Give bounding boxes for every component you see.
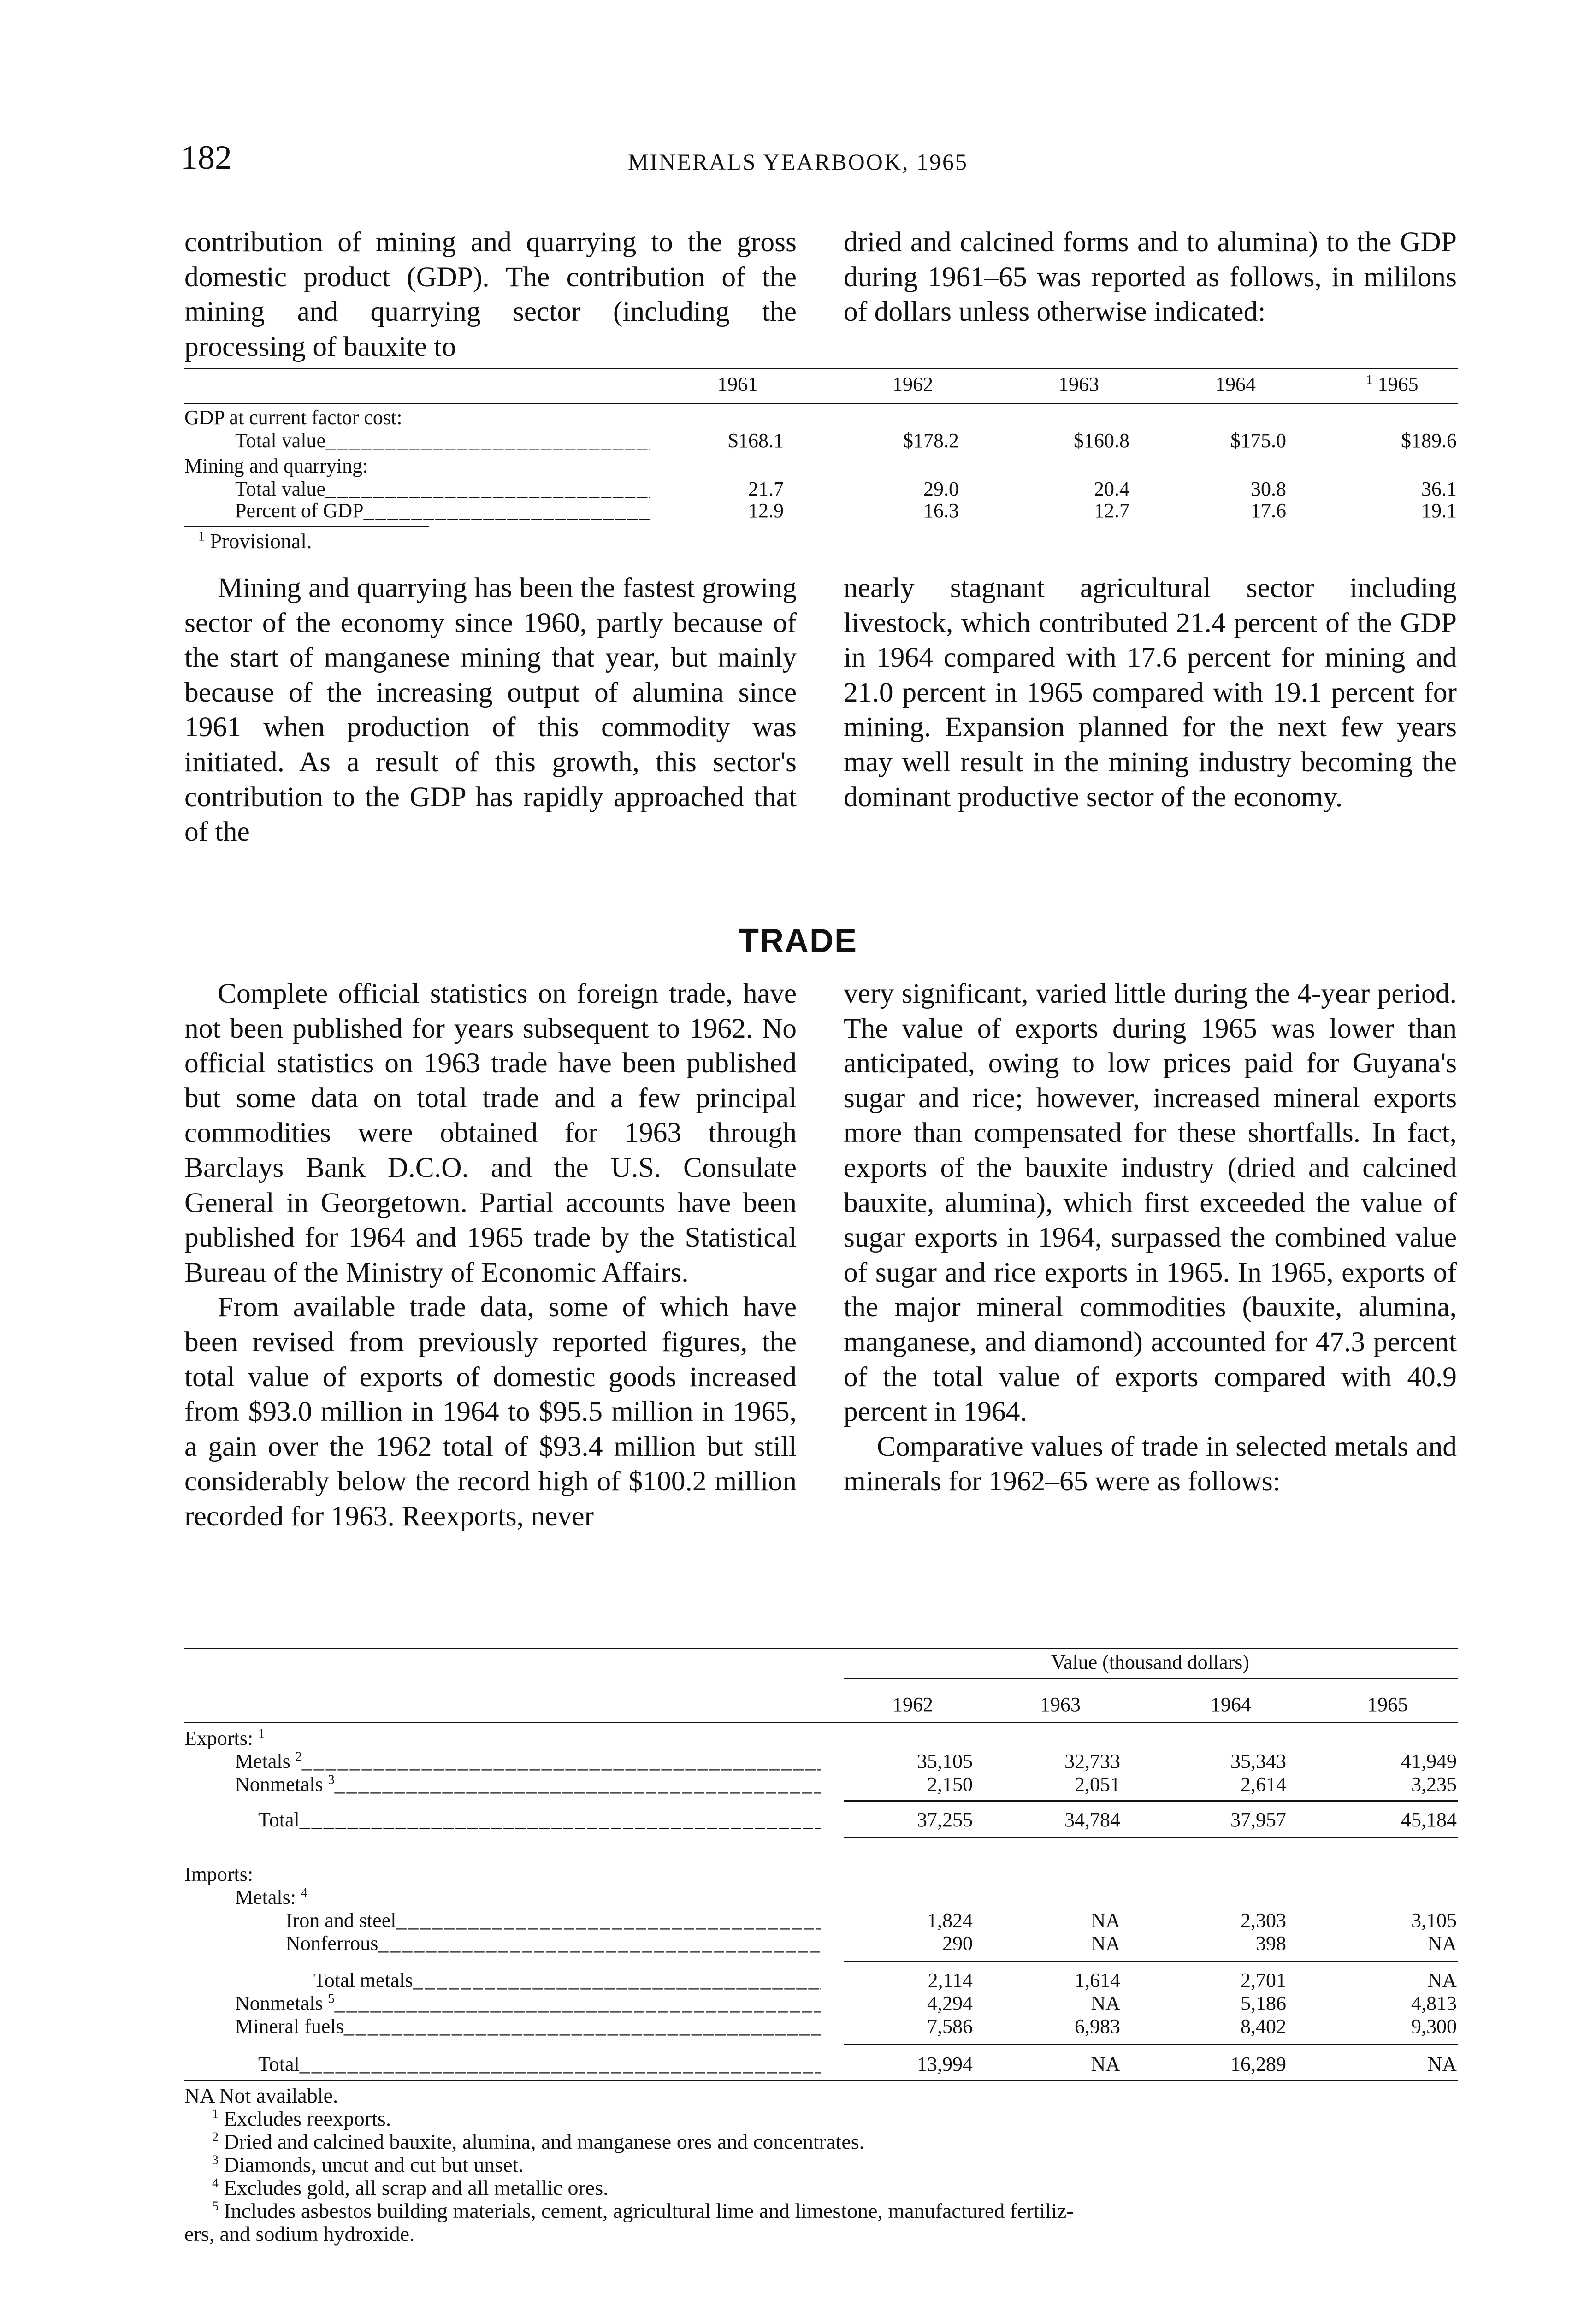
gdp-year-header: 1964 (1215, 373, 1256, 396)
footnote: $^5$ Includes asbestos building materials, cement, agricultural lime and limestone, manufactured fertiliz- (212, 2199, 1074, 2222)
trade-cell: 2,701 (1241, 1969, 1286, 1992)
trade-cell: 41,949 (1401, 1750, 1457, 1773)
trade-cell: 16,289 (1230, 2053, 1286, 2075)
trade-cell: 7,586 (927, 2015, 973, 2038)
gdp-cell: 12.7 (1094, 499, 1129, 522)
intro-left-paragraph: contribution of mining and quarrying to the gross domestic product (GDP). The contribution of the mining and quarrying sector (including the processing of bauxite to (184, 226, 797, 362)
table-rule (184, 1648, 1458, 1649)
trade-cell: 5,186 (1241, 1992, 1286, 2015)
trade-cell: 1,614 (1075, 1969, 1120, 1992)
footnote: ers, and sodium hydroxide. (184, 2222, 415, 2246)
trade-row-label: Total _____ (258, 1808, 821, 1832)
trade-paragraph: From available trade data, some of which have been revised from previously reported figures, the total value of exports of domestic goods increased from $93.0 million in 1964 to $95.5 million in 1965, a gain over the 1962 total of $93.4 million but still considerably below the record high of $100.2 million recorded for 1963. Reexports, never (184, 1291, 797, 1532)
gdp-cell: 36.1 (1421, 478, 1457, 500)
running-title: MINERALS YEARBOOK, 1965 (628, 149, 968, 175)
trade-cell: 4,813 (1411, 1992, 1457, 2015)
gdp-cell: 12.9 (748, 499, 784, 522)
trade-row-label: Nonmetals $^5$ _____ (235, 1992, 821, 2015)
table-rule (184, 526, 429, 527)
trade-paragraph: very significant, varied little during the 4-year period. The value of exports during 1965 was lower than anticipated, owing to low prices paid for Guyana's sugar and rice; however, increased mineral exports more than compensated for these shortfalls. In fact, exports of the bauxite industry (dried and calcined bauxite, alumina), which first exceeded the value of sugar exports in 1964, surpassed the combined value of sugar and rice exports in 1965. In 1965, exports of the major mineral commodities (bauxite, alumina, manganese, and diamond) accounted for 47.3 percent of the total value of exports compared with 40.9 percent in 1964. (844, 978, 1457, 1428)
trade-cell: 45,184 (1401, 1809, 1457, 1831)
trade-cell: 2,051 (1075, 1773, 1120, 1796)
gdp-cell: 21.7 (748, 478, 784, 500)
trade-cell: 1,824 (927, 1909, 973, 1932)
trade-cell: NA (1427, 1969, 1457, 1992)
trade-cell: NA (1427, 1932, 1457, 1955)
table-rule (844, 2044, 1458, 2045)
trade-cell: 35,343 (1230, 1750, 1286, 1773)
gdp-cell: $168.1 (728, 429, 784, 452)
gdp-year-header: $^1$ 1965 (1366, 372, 1419, 396)
trade-row-label: Nonmetals $^3$ _____ (235, 1773, 821, 1797)
trade-cell: 2,150 (927, 1773, 973, 1796)
group-header: Value (thousand dollars) (1051, 1651, 1250, 1673)
document-page: 182 MINERALS YEARBOOK, 1965 contribution of mining and quarrying to the gross domestic product (GDP). The contribution of the mining and quarrying sector (including the processing of bauxite to dried and calcined forms and to alumina) to the GDP during 1961–65 was reported as follows, in mililons of dollars unless otherwise indicated: 1961 1962 1963 1964 $^1$ 1965 GDP at current factor cost: Total value _____ $168.1 $178.2 $160.8 $175.0 $189.6 Mining and quarrying: Total value _____ 21.7 29.0 20.4 30.8 36.1 Percent of GDP _____ 12.9 16.3 12.7 17.6 19.1 $^1$ Provisional. Mining and quarrying has been the fastest growing sector of the economy since 1960, partly because of the start of manganese mining that year, but mainly because of the increasing output of alumina since 1961 when production of this commodity was initiated. As a result of this growth, this sector's contribution to the GDP has rapidly approached that of the nearly stagnant agricultural sector including livestock, which contributed 21.4 percent of the GDP in 1964 compared with 17.6 percent for mining and 21.0 percent in 1965 compared with 19.1 percent for mining. Expansion planned for the next few years may well result in the mining industry becoming the dominant productive sector of the economy. TRADE Complete official statistics on foreign trade, have not been published for years subsequent to 1962. No official statistics on 1963 trade have been published but some data on total trade and a few principal commodities were obtained for 1963 through Barclays Bank D.C.O. and the U.S. Consulate General in Georgetown. Partial accounts have been published for 1964 and 1965 trade by the Statistical Bureau of the Ministry of Economic Affairs. From available trade data, some of which have been revised from previously reported figures, the total value of exports of domestic goods increased from $93.0 million in 1964 to $95.5 million in 1965, a gain over the 1962 total of $93.4 million but still considerably below the record high of $100.2 million recorded for 1963. Reexports, never very significant, varied little during the 4-year period. The value of exports during 1965 was lower than anticipated, owing to low prices paid for Guyana's sugar and rice; however, increased mineral exports more than compensated for these shortfalls. In fact, exports of the bauxite industry (dried and calcined bauxite, alumina), which first exceeded the value of sugar exports in 1964, surpassed the combined value of sugar and rice exports in 1965. In 1965, exports of the major mineral commodities (bauxite, alumina, manganese, and diamond) accounted for 47.3 percent of the total value of exports compared with 40.9 percent in 1964. Comparative values of trade in selected metals and minerals for 1962–65 were as follows: Value (thousand dollars) 1962 1963 1964 1965 Exports: $^1$ Metals $^2$ _____ 35,105 32,733 35,343 41,949 Nonmetals $^3$ _____ 2,150 2,051 2,614 3,235 Total _____ 37,255 34,784 37,957 45,184 Imports: Metals: $^4$ Iron and steel _____ 1,824 NA 2,303 3,105 Nonferrous _____ 290 NA 398 NA Total metals _____ 2,114 1,614 2,701 NA Nonmetals $^5$ _____ 4,294 NA 5,186 4,813 Mineral fuels _____ 7,586 6,983 8,402 9,300 Total _____ 13,994 NA 16,289 NA NA Not available. $^1$ Excludes reexports. $^2$ Dried and calcined bauxite, alumina, and manganese ores and concentrates. $^3$ Diamonds, uncut and cut but unset. $^4$ Excludes gold, all scrap and all metallic ores. $^5$ Includes asbestos building materials, cement, agricultural lime and limestone, manufactured fertiliz- ers, and sodium hydroxide. (0, 0, 1596, 2305)
footnote: $^1$ Excludes reexports. (212, 2107, 391, 2130)
trade-paragraph: Complete official statistics on foreign trade, have not been published for years subsequent to 1962. No official statistics on 1963 trade have been published but some data on total trade and a few principal commodities were obtained for 1963 through Barclays Bank D.C.O. and the U.S. Consulate General in Georgetown. Partial accounts have been published for 1964 and 1965 trade by the Statistical Bureau of the Ministry of Economic Affairs. (184, 978, 797, 1288)
trade-cell: 9,300 (1411, 2015, 1457, 2038)
trade-cell: 398 (1256, 1932, 1286, 1955)
trade-cell: 35,105 (917, 1750, 973, 1773)
trade-cell: 37,957 (1230, 1809, 1286, 1831)
trade-row-label: Total metals _____ (313, 1968, 821, 1992)
gdp-section-label: GDP at current factor cost: (184, 406, 402, 429)
gdp-cell: $178.2 (903, 429, 959, 452)
gdp-year-header: 1961 (717, 373, 758, 396)
table-rule (184, 2080, 1458, 2081)
trade-cell: 2,614 (1241, 1773, 1286, 1796)
trade-cell: 3,105 (1411, 1909, 1457, 1932)
footnote: $^4$ Excludes gold, all scrap and all metallic ores. (212, 2176, 609, 2199)
trade-left-column (184, 976, 797, 1534)
trade-cell: 290 (942, 1932, 973, 1955)
gdp-row-label: Percent of GDP _____ (235, 499, 650, 523)
trade-cell: 37,255 (917, 1809, 973, 1831)
trade-cell: NA (1091, 1992, 1120, 2015)
trade-row-label: Total _____ (258, 2052, 821, 2076)
trade-cell: 32,733 (1064, 1750, 1120, 1773)
intro-right-paragraph: dried and calcined forms and to alumina) to the GDP during 1961–65 was reported as follows, in mililons of dollars unless otherwise indicated: (844, 226, 1457, 328)
trade-cell: 34,784 (1064, 1809, 1120, 1831)
table-rule (844, 1837, 1458, 1838)
footnote: $^2$ Dried and calcined bauxite, alumina, and manganese ores and concentrates. (212, 2130, 865, 2153)
table-rule (844, 1800, 1458, 1802)
footnote: $^3$ Diamonds, uncut and cut but unset. (212, 2153, 524, 2176)
trade-row-label: Iron and steel _____ (286, 1909, 821, 1933)
gdp-row-label: Total value _____ (235, 477, 650, 501)
trade-row-label: Mineral fuels _____ (235, 2015, 821, 2039)
trade-right-column (844, 976, 1457, 1499)
trade-cell: NA (1091, 1932, 1120, 1955)
footnote: NA Not available. (184, 2084, 338, 2107)
gdp-cell: 30.8 (1251, 478, 1286, 500)
gdp-cell: 16.3 (923, 499, 959, 522)
growth-right-paragraph: nearly stagnant agricultural sector including livestock, which contributed 21.4 percent of the GDP in 1964 compared with 17.6 percent for mining and 21.0 percent in 1965 compared with 19.1 percent for mining. Expansion planned for the next few years may well result in the mining industry becoming the dominant productive sector of the economy. (844, 572, 1457, 813)
trade-cell: 3,235 (1411, 1773, 1457, 1796)
section-heading: TRADE (739, 922, 857, 959)
trade-cell: NA (1091, 2053, 1120, 2075)
gdp-cell: 20.4 (1094, 478, 1129, 500)
trade-cell: 8,402 (1241, 2015, 1286, 2038)
page-number: 182 (181, 139, 232, 177)
growth-left-paragraph: Mining and quarrying has been the fastest growing sector of the economy since 1960, partly because of the start of manganese mining that year, but mainly because of the increasing output of alumina since 1961 when production of this commodity was initiated. As a result of this growth, this sector's contribution to the GDP has rapidly approached that of the (184, 572, 797, 848)
gdp-cell: 19.1 (1421, 499, 1457, 522)
trade-row-label: Nonferrous _____ (286, 1932, 821, 1956)
trade-paragraph: Comparative values of trade in selected metals and minerals for 1962–65 were as follows: (844, 1430, 1457, 1497)
trade-year-header: 1965 (1367, 1693, 1408, 1716)
table-rule (184, 1722, 1458, 1723)
trade-year-header: 1964 (1211, 1693, 1251, 1716)
trade-cell: NA (1091, 1909, 1120, 1932)
trade-cell: 6,983 (1075, 2015, 1120, 2038)
trade-cell: 4,294 (927, 1992, 973, 2015)
trade-year-header: 1963 (1040, 1693, 1081, 1716)
gdp-cell: $189.6 (1401, 429, 1457, 452)
gdp-row-label: Total value _____ (235, 429, 650, 453)
gdp-year-header: 1963 (1058, 373, 1099, 396)
table-rule (844, 1961, 1458, 1962)
trade-row-label: Metals $^2$ _____ (235, 1749, 821, 1773)
trade-cell: 13,994 (917, 2053, 973, 2075)
gdp-cell: $160.8 (1074, 429, 1129, 452)
gdp-cell: 29.0 (923, 478, 959, 500)
trade-cell: 2,114 (928, 1969, 973, 1992)
trade-year-header: 1962 (893, 1693, 933, 1716)
gdp-year-header: 1962 (893, 373, 933, 396)
gdp-section-label: Mining and quarrying: (184, 455, 368, 477)
table-rule (844, 1678, 1458, 1679)
table-rule (184, 403, 1458, 404)
gdp-cell: $175.0 (1230, 429, 1286, 452)
trade-cell: NA (1427, 2053, 1457, 2075)
table-rule (184, 368, 1458, 369)
trade-cell: 2,303 (1241, 1909, 1286, 1932)
gdp-cell: 17.6 (1251, 499, 1286, 522)
